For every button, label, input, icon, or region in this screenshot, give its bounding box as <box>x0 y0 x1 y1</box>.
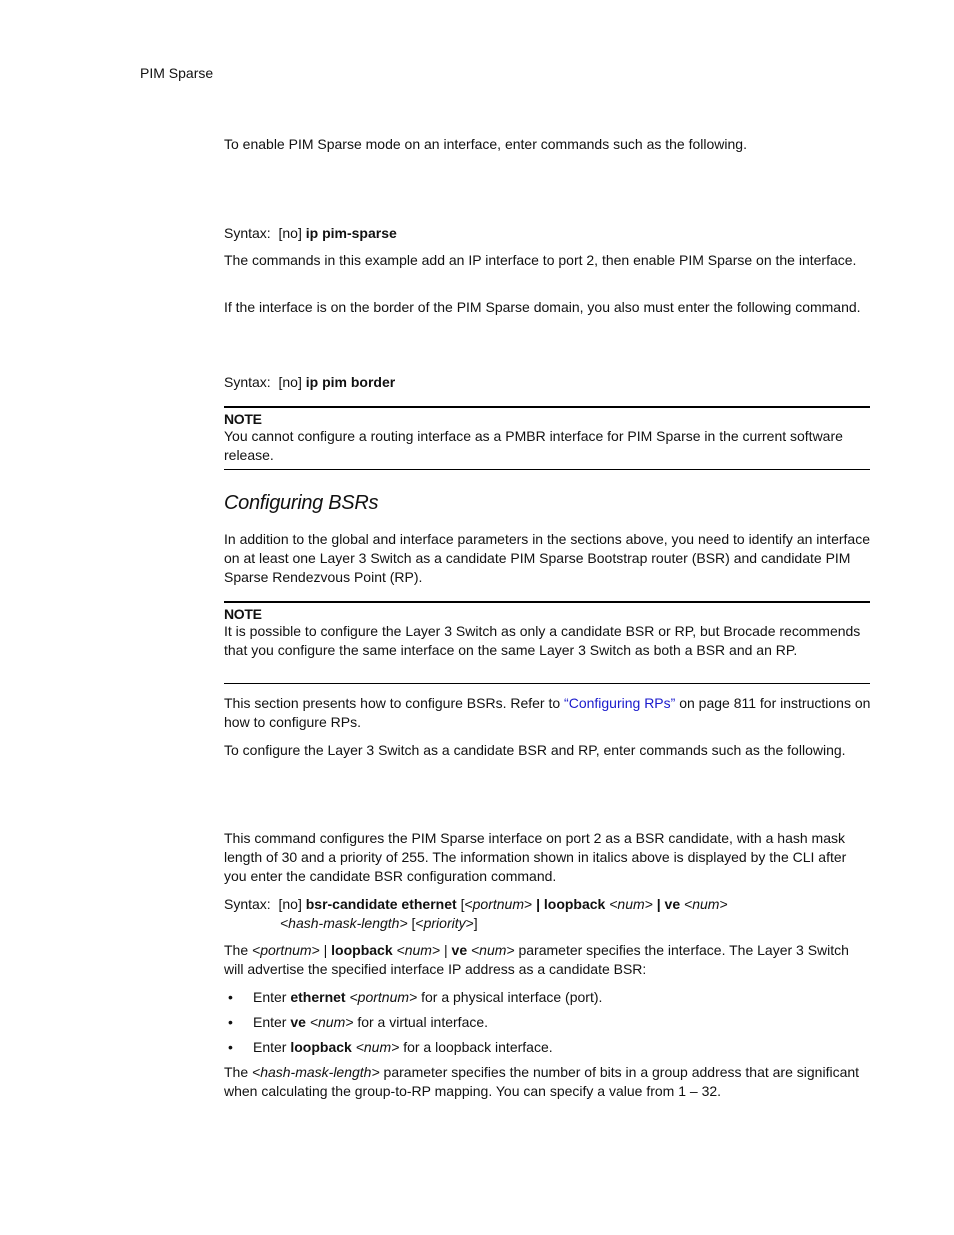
paragraph-text: parameter specifies the interface. The Layer 3 Switch will advertise the specified interface IP address as a candidate BSR: <box>224 942 849 977</box>
syntax-pim-sparse <box>224 224 872 243</box>
syntax-label: Syntax: <box>224 896 271 912</box>
syntax-keyword-loopback: loopback <box>543 896 606 912</box>
note-bottom-rule <box>224 469 870 470</box>
syntax-label: Syntax: <box>224 225 271 241</box>
syntax-arg-num: <num> <box>609 896 653 912</box>
syntax-command: ip pim border <box>305 374 396 390</box>
syntax-pipe: | <box>323 942 328 958</box>
syntax-keyword-ve: ve <box>664 896 681 912</box>
syntax-pipe: | <box>536 896 540 912</box>
syntax-arg-portnum: portnum <box>472 896 524 912</box>
syntax-label: Syntax: <box>224 374 271 390</box>
list-item <box>224 1013 864 1038</box>
syntax-bracket: > <box>524 896 533 912</box>
param-num: <num> <box>309 1014 354 1030</box>
list-text: Enter <box>253 989 287 1005</box>
paragraph-text: The <box>224 942 249 958</box>
list-text: Enter <box>253 1014 287 1030</box>
paragraph-configure-bsr-rp: To configure the Layer 3 Switch as a candidate BSR and RP, enter commands such as the following. <box>224 742 846 758</box>
paragraph-text: This section presents how to configure BSRs. Refer to <box>224 695 565 711</box>
syntax-optional: [no] <box>278 374 302 390</box>
paragraph-command-explanation: This command configures the PIM Sparse interface on port 2 as a BSR candidate, with a hash mask length of 30 and a priority of 255. The information shown in italics above is displayed by the CLI after you enter the candidate BSR configuration command. <box>224 830 847 884</box>
note-label: NOTE <box>224 606 262 622</box>
param-num: <num> <box>396 942 441 958</box>
paragraph-portnum-param <box>224 941 872 979</box>
paragraph-text: The <box>224 1064 249 1080</box>
note-bottom-rule <box>224 683 870 684</box>
note-text: You cannot configure a routing interface as a PMBR interface for PIM Sparse in the current software release. <box>224 428 843 463</box>
syntax-pim-border <box>224 373 872 392</box>
note-top-rule <box>224 406 870 408</box>
param-num: <num> <box>471 942 515 958</box>
section-title: Configuring BSRs <box>224 492 379 514</box>
list-item <box>224 988 864 1013</box>
note-label: NOTE <box>224 411 262 427</box>
paragraph-refer-rps <box>224 694 872 732</box>
syntax-optional: [no] <box>278 225 302 241</box>
list-text: Enter <box>253 1039 287 1055</box>
list-text: for a virtual interface. <box>357 1014 489 1030</box>
paragraph-border-intro: If the interface is on the border of the PIM Sparse domain, you also must enter the following command. <box>224 299 861 315</box>
syntax-command: ip pim-sparse <box>305 225 397 241</box>
keyword-ve: ve <box>290 1014 306 1030</box>
configuring-rps-link[interactable]: “Configuring RPs” <box>564 695 676 711</box>
syntax-pipe: | <box>656 896 661 912</box>
syntax-arg-priority: priority <box>423 915 466 931</box>
keyword-loopback: loopback <box>331 942 393 958</box>
syntax-optional: [no] <box>278 896 302 912</box>
interface-options-list <box>224 988 864 1063</box>
keyword-ve: ve <box>451 942 468 958</box>
list-text: for a physical interface (port). <box>421 989 603 1005</box>
intro-paragraph: To enable PIM Sparse mode on an interface, enter commands such as the following. <box>224 136 747 152</box>
paragraph-text: parameter specifies the number of bits in a group address that are significant when calculating the group-to-RP mapping. You can specify a value from 1 – 32. <box>224 1064 860 1099</box>
bullet-icon: • <box>228 989 233 1005</box>
paragraph-hash-mask-param <box>224 1063 872 1101</box>
running-header: PIM Sparse <box>140 65 214 81</box>
keyword-loopback: loopback <box>290 1039 352 1055</box>
keyword-ethernet: ethernet <box>290 989 346 1005</box>
syntax-arg-hash: <hash-mask-length> <box>280 915 408 931</box>
syntax-bsr-candidate <box>224 895 872 933</box>
bullet-icon: • <box>228 1014 233 1030</box>
param-portnum: <portnum> <box>252 942 320 958</box>
param-portnum: <portnum> <box>349 989 418 1005</box>
note-top-rule <box>224 601 870 603</box>
bullet-icon: • <box>228 1039 233 1055</box>
paragraph-example-explanation: The commands in this example add an IP interface to port 2, then enable PIM Sparse on the interface. <box>224 252 857 268</box>
param-num: <num> <box>355 1039 400 1055</box>
paragraph-bsr-intro: In addition to the global and interface parameters in the sections above, you need to identify an interface on at least one Layer 3 Switch as a candidate PIM Sparse Bootstrap router (BSR) and candidate PIM Sparse Rendezvous Point (RP). <box>224 531 870 585</box>
syntax-pipe: | <box>444 942 448 958</box>
param-hash-mask-length: <hash-mask-length> <box>252 1064 380 1080</box>
note-text: It is possible to configure the Layer 3 Switch as only a candidate BSR or RP, but Brocade recommends that you configure the same interface on the same Layer 3 Switch as both a BSR and an RP. <box>224 623 861 658</box>
syntax-command: bsr-candidate ethernet <box>305 896 457 912</box>
list-item <box>224 1038 864 1063</box>
list-text: for a loopback interface. <box>403 1039 553 1055</box>
syntax-arg-num: <num> <box>684 896 728 912</box>
syntax-bracket: [< <box>411 915 424 931</box>
syntax-bracket: >] <box>465 915 478 931</box>
syntax-bracket: [< <box>460 896 473 912</box>
paragraph-text: on page 811 for instructions on how to configure RPs. <box>224 695 871 730</box>
